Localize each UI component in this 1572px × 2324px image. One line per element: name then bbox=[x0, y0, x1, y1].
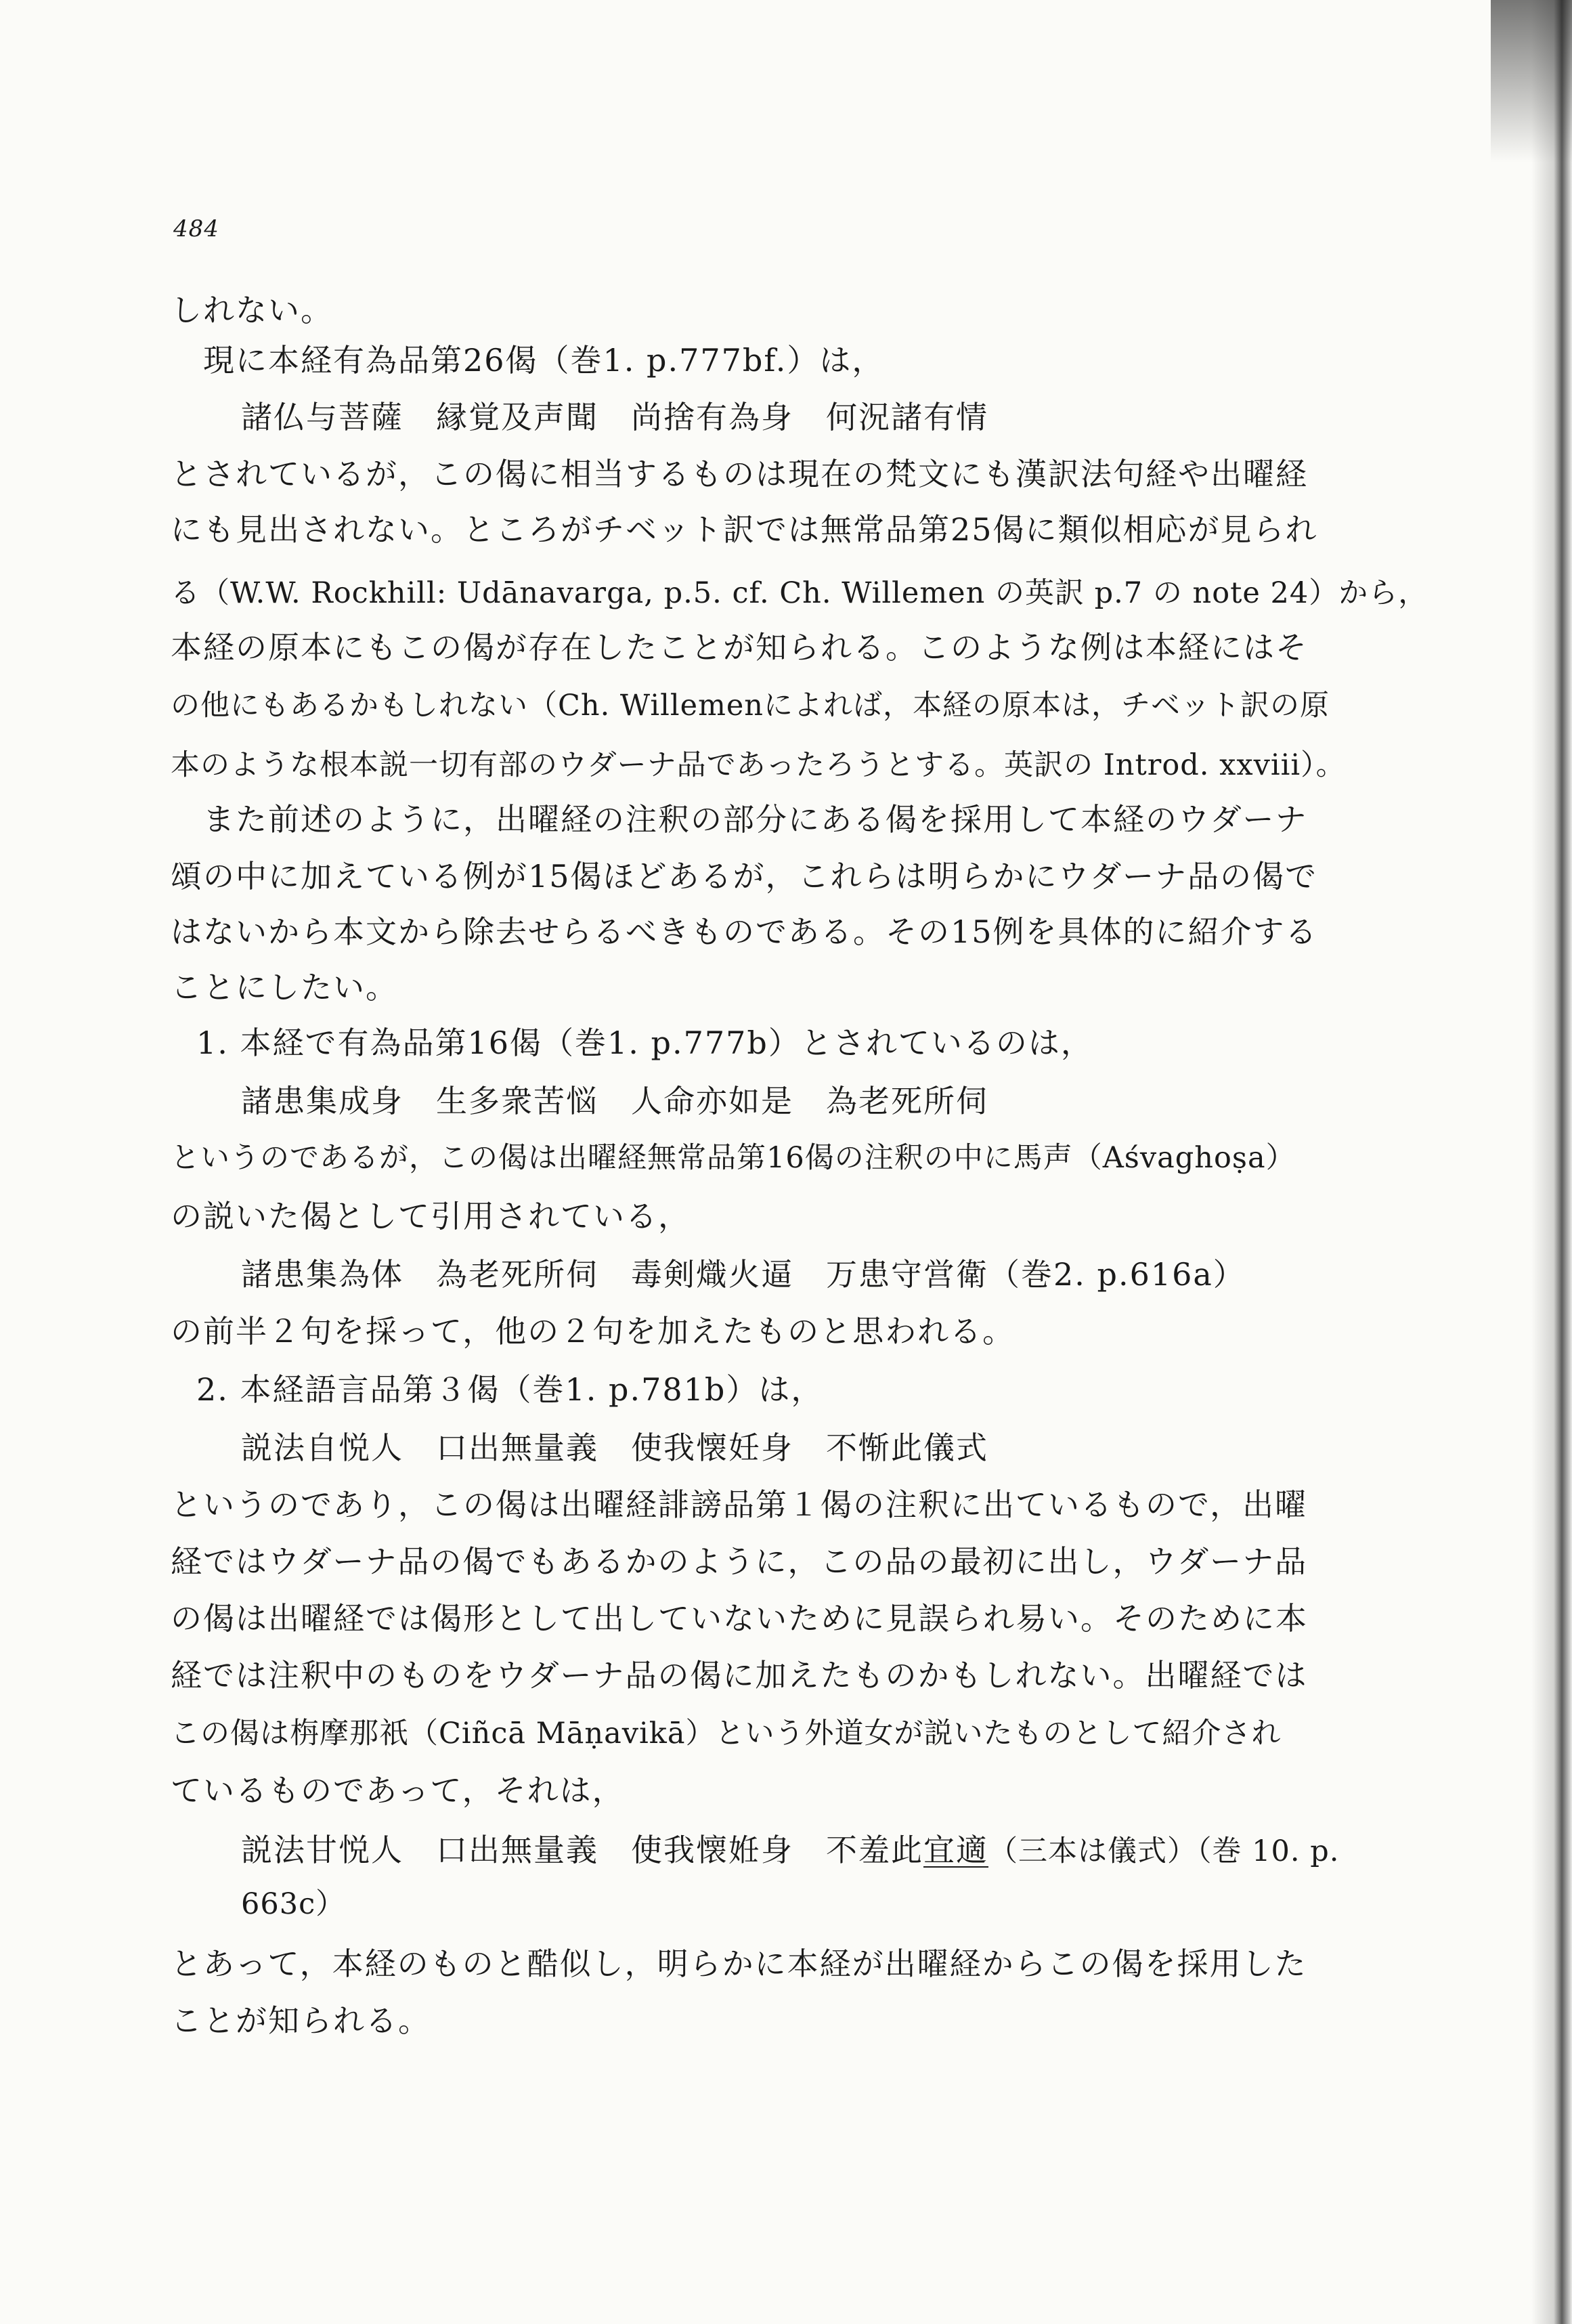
text-line: ことが知られる。 bbox=[171, 2002, 431, 2039]
verse-line bbox=[241, 1830, 1339, 1872]
text-line: 現に本経有為品第26偈（巻1. p.777bf.）は， bbox=[203, 342, 885, 379]
verse-note: （三本は儀式）（巻 10. p. bbox=[988, 1834, 1340, 1868]
text-line: しれない。 bbox=[171, 292, 333, 328]
text-line: とされているが，この偈に相当するものは現在の梵文にも漢訳法句経や出曜経 bbox=[171, 456, 1308, 492]
text-line: というのであるが，この偈は出曜経無常品第16偈の注釈の中に馬声（Aśvaghoṣa） bbox=[171, 1141, 1296, 1175]
underlined-variant: 宜適 bbox=[923, 1832, 988, 1868]
text-line: 本経の原本にもこの偈が存在したことが知られる。このような例は本経にはそ bbox=[171, 629, 1308, 666]
verse-line: 諸患集成身 生多衆苦悩 人命亦如是 為老死所伺 bbox=[241, 1083, 988, 1119]
verse-reference: 663c） bbox=[241, 1887, 346, 1921]
text-line: る（W.W. Rockhill: Udānavarga, p.5. cf. Ch. Willemen の英訳 p.7 の note 24）から， bbox=[171, 576, 1428, 610]
text-line: 頌の中に加えている例が15偈ほどあるが，これらは明らかにウダーナ品の偈で bbox=[171, 858, 1318, 895]
text-line: この偈は栴摩那祇（Ciñcā Māṇavikā）という外道女が説いたものとして紹介され bbox=[171, 1717, 1282, 1750]
text-line: ことにしたい。 bbox=[171, 969, 398, 1006]
text-line: の他にもあるかもしれない（Ch. Willemenによれば，本経の原本は，チベット訳の原 bbox=[171, 689, 1330, 723]
page-edge-top-shadow bbox=[1491, 0, 1572, 163]
text-line: はないから本文から除去せらるべきものである。その15例を具体的に紹介する bbox=[171, 913, 1318, 950]
text-line: 経では注釈中のものをウダーナ品の偈に加えたものかもしれない。出曜経では bbox=[171, 1657, 1308, 1694]
verse-line: 諸仏与菩薩 縁覚及声聞 尚捨有為身 何況諸有情 bbox=[241, 399, 988, 435]
verse-line: 説法自悦人 口出無量義 使我懐妊身 不惭此儀式 bbox=[241, 1429, 988, 1466]
text-line: 本のような根本説一切有部のウダーナ品であったろうとする。英訳の Introd. xxviii）。 bbox=[171, 748, 1346, 782]
text-line: の偈は出曜経では偈形として出していないために見誤られ易い。そのために本 bbox=[171, 1600, 1308, 1637]
page-number: 484 bbox=[173, 215, 219, 242]
list-item-1: 1. 本経で有為品第16偈（巻1. p.777b）とされているのは， bbox=[196, 1025, 1093, 1061]
text-line: とあって，本経のものと酷似し，明らかに本経が出曜経からこの偈を採用した bbox=[171, 1945, 1307, 1982]
text-line: というのであり，この偈は出曜経誹謗品第１偈の注釈に出ているもので，出曜 bbox=[171, 1486, 1308, 1523]
text-line: にも見出されない。ところがチベット訳では無常品第25偈に類似相応が見られ bbox=[171, 511, 1318, 548]
verse-line: 諸患集為体 為老死所伺 毒剣熾火逼 万患守営衛（巻2. p.616a） bbox=[241, 1256, 1246, 1293]
text-line: の説いた偈として引用されている， bbox=[171, 1198, 691, 1234]
list-item-2: 2. 本経語言品第３偈（巻1. p.781b）は， bbox=[196, 1371, 824, 1408]
text-line: の前半２句を採って，他の２句を加えたものと思われる。 bbox=[171, 1313, 1016, 1350]
verse-text: 説法甘悦人 口出無量義 使我懐姙身 不羞此 bbox=[241, 1832, 923, 1868]
page-edge-shadow bbox=[1531, 0, 1572, 2324]
text-line: また前述のように，出曜経の注釈の部分にある偈を採用して本経のウダーナ bbox=[203, 801, 1308, 838]
text-line: ているものであって，それは， bbox=[171, 1772, 625, 1809]
text-line: 経ではウダーナ品の偈でもあるかのように，この品の最初に出し，ウダーナ品 bbox=[171, 1543, 1308, 1580]
